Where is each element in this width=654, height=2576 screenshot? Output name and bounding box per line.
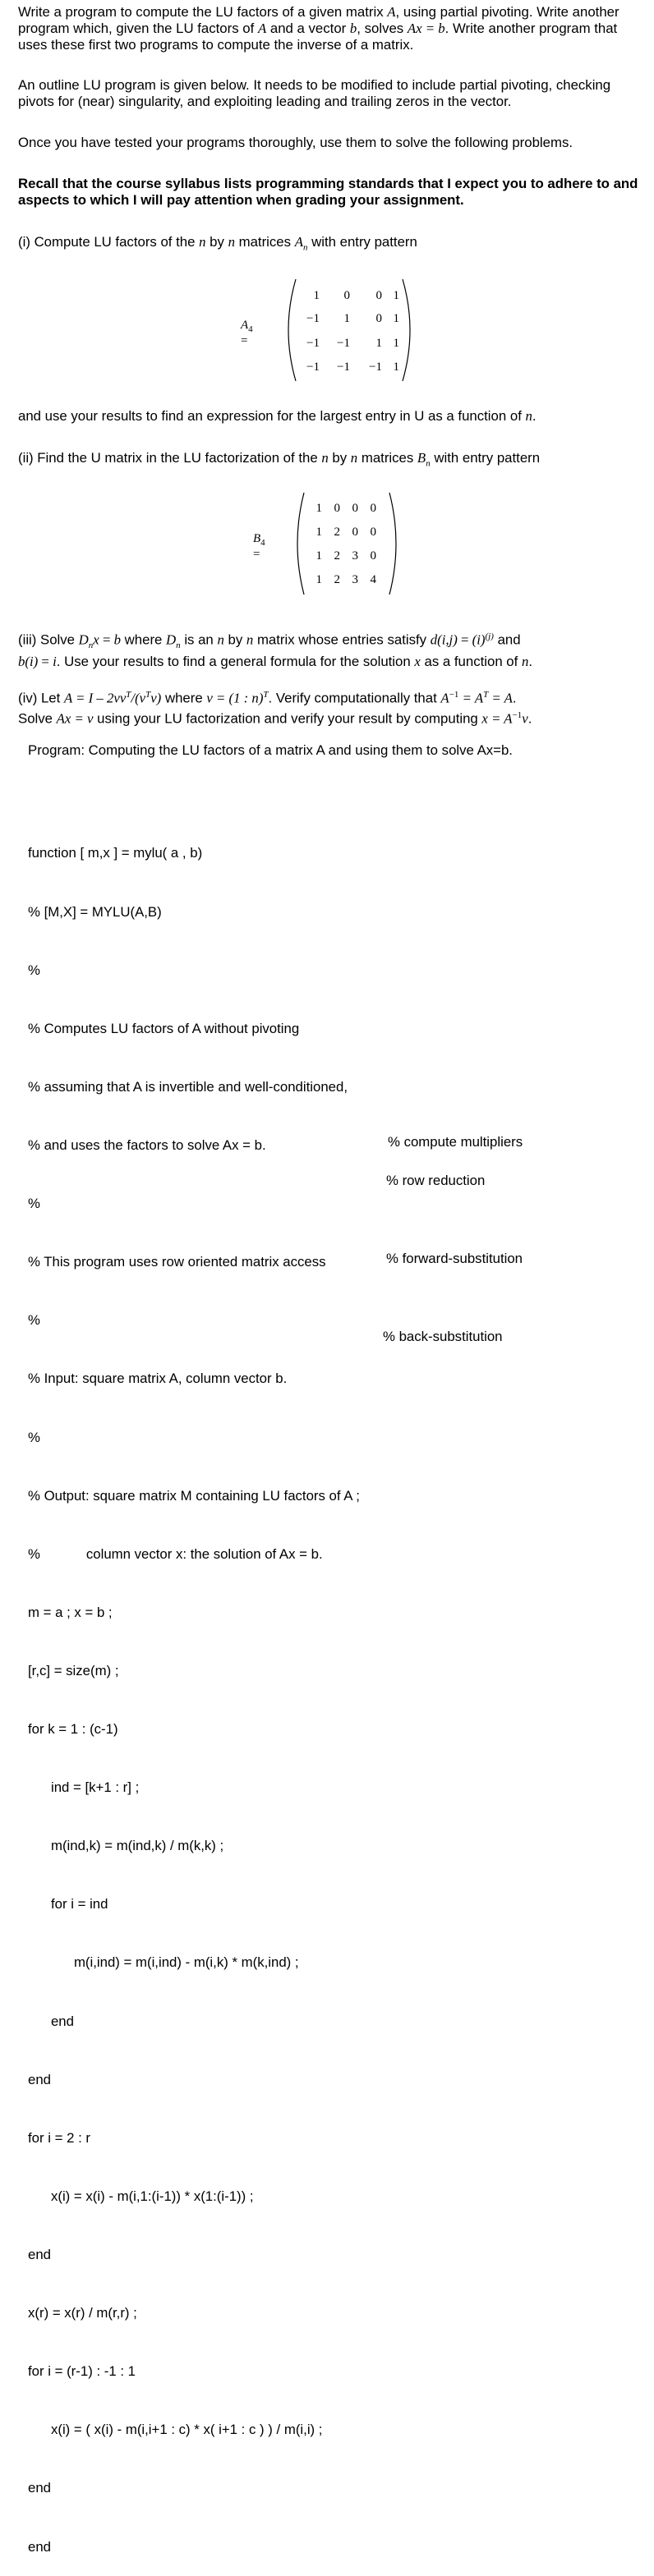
text: (i) Compute LU factors of the bbox=[18, 234, 200, 250]
matrix-cell: 1 bbox=[315, 573, 322, 586]
text: and use your results to find an expression for the largest entry in U as a function of bbox=[18, 408, 526, 424]
matrix-cell: −1 bbox=[337, 337, 350, 350]
text: and a vector bbox=[266, 21, 350, 36]
matrix-cell: 2 bbox=[334, 526, 340, 539]
matrix-cell: 1 bbox=[393, 337, 399, 350]
matrix-cell: 1 bbox=[315, 526, 322, 539]
subscript: n bbox=[88, 640, 94, 650]
text: by bbox=[205, 234, 228, 250]
matrix-cell: 1 bbox=[343, 312, 350, 325]
matrix-cell: 3 bbox=[352, 549, 358, 562]
code-line: end bbox=[28, 2480, 51, 2496]
matrix-cell: 0 bbox=[370, 526, 376, 539]
math-var: n bbox=[199, 234, 206, 250]
text: matrices bbox=[357, 450, 417, 466]
superscript: −1 bbox=[449, 690, 459, 700]
code-line: % bbox=[28, 1312, 40, 1329]
math-op: = bbox=[457, 631, 472, 648]
code-line: % Input: square matrix A, column vector b. bbox=[28, 1371, 288, 1387]
text: where bbox=[121, 631, 167, 648]
subscript: n bbox=[302, 242, 308, 253]
math-expr: = A bbox=[488, 690, 513, 706]
equals-sign: = bbox=[253, 548, 260, 561]
text: . Verify computationally that bbox=[268, 690, 441, 706]
math-expr: v bbox=[522, 710, 528, 727]
matrix-cell: 0 bbox=[375, 312, 382, 325]
math-var: b bbox=[18, 653, 25, 669]
text: by bbox=[223, 631, 246, 648]
code-line: for k = 1 : (c-1) bbox=[28, 1721, 118, 1738]
intro-paragraph-2: An outline LU program is given below. It needs to be modified to include partial pivoting, checking pivots for (near) singularity, and exploiting leading and trailing zeros in the vector. bbox=[18, 77, 611, 109]
matrix-cell: 1 bbox=[315, 549, 322, 562]
intro-paragraph-1 bbox=[18, 4, 642, 53]
code-line: x(i) = x(i) - m(i,1:(i-1)) * x(1:(i-1)) ; bbox=[28, 2188, 254, 2204]
math-var: n bbox=[525, 408, 532, 424]
matrix-cell: 0 bbox=[343, 289, 350, 302]
math-var: n bbox=[246, 631, 254, 648]
math-var: A bbox=[387, 4, 396, 20]
code-line: end bbox=[28, 2013, 74, 2029]
text: . bbox=[532, 408, 537, 424]
math-var: b bbox=[349, 21, 357, 36]
math-var: n bbox=[521, 653, 529, 669]
comment-back-substitution: % back-substitution bbox=[383, 1329, 503, 1344]
matrix-cell: 1 bbox=[375, 337, 382, 350]
label-subscript: 4 bbox=[260, 538, 265, 548]
label-letter: B bbox=[253, 532, 261, 545]
matrix-cell: 1 bbox=[313, 289, 320, 302]
matrix-cell: 4 bbox=[370, 573, 376, 586]
text: and bbox=[493, 631, 521, 648]
matrix-cell: −1 bbox=[306, 312, 320, 325]
code-listing bbox=[28, 805, 360, 2576]
label-subscript: 4 bbox=[248, 324, 253, 334]
code-line: for i = 2 : r bbox=[28, 2129, 91, 2146]
matrix-cell: −1 bbox=[369, 360, 382, 374]
text: matrices bbox=[234, 234, 295, 250]
text: Write a program to compute the LU factors of a given matrix bbox=[18, 4, 388, 20]
math-var: x bbox=[414, 653, 421, 669]
code-line: function [ m,x ] = mylu( a , b) bbox=[28, 845, 203, 861]
math-expr: Ax = b bbox=[407, 21, 445, 36]
math-var: D bbox=[166, 631, 177, 648]
matrix-cell: 1 bbox=[393, 289, 399, 302]
code-line: % bbox=[28, 1429, 40, 1445]
text: with entry pattern bbox=[307, 234, 417, 250]
text: matrix whose entries satisfy bbox=[253, 631, 431, 648]
code-line: m = a ; x = b ; bbox=[28, 1604, 113, 1620]
matrix-cell: 1 bbox=[393, 360, 399, 374]
problem-ii-text bbox=[18, 450, 642, 471]
math-var: A bbox=[257, 21, 267, 36]
problem-i-text bbox=[18, 234, 642, 255]
text: by bbox=[328, 450, 351, 466]
matrix-cell: 0 bbox=[370, 502, 376, 515]
math-var: (i,j) bbox=[437, 631, 458, 648]
superscript: T bbox=[145, 690, 151, 700]
code-line: % bbox=[28, 962, 40, 978]
code-line: end bbox=[28, 2247, 51, 2263]
right-bracket bbox=[403, 279, 410, 381]
code-line: % and uses the factors to solve Ax = b. bbox=[28, 1136, 266, 1153]
code-line: end bbox=[28, 2538, 51, 2555]
code-line: % Output: square matrix M containing LU factors of A ; bbox=[28, 1487, 360, 1504]
text: . bbox=[512, 690, 517, 706]
matrix-cell: 0 bbox=[370, 549, 376, 562]
matrix-cell: 2 bbox=[334, 549, 340, 562]
matrix-cell: 1 bbox=[393, 312, 399, 325]
math-expr: = A bbox=[458, 690, 484, 706]
math-var: n bbox=[321, 450, 329, 466]
matrix-cell: 0 bbox=[352, 526, 358, 539]
math-var: A bbox=[294, 234, 303, 250]
math-var: x bbox=[93, 631, 99, 648]
intro-paragraph-3: Once you have tested your programs thoroughly, use them to solve the following problems. bbox=[18, 135, 573, 150]
code-line: for i = (r-1) : -1 : 1 bbox=[28, 2363, 136, 2380]
math-var: n bbox=[228, 234, 235, 250]
code-line: end bbox=[28, 2071, 51, 2087]
text: as a function of bbox=[420, 653, 522, 669]
text: (iv) Let bbox=[18, 690, 64, 706]
superscript: T bbox=[126, 690, 131, 700]
text: with entry pattern bbox=[430, 450, 541, 466]
subscript: n bbox=[426, 458, 431, 469]
code-line: x(i) = ( x(i) - m(i,i+1 : c) * x( i+1 : c ) ) / m(i,i) ; bbox=[28, 2422, 323, 2438]
text: (ii) Find the U matrix in the LU factorization of the bbox=[18, 450, 322, 466]
comment-row-reduction: % row reduction bbox=[386, 1173, 486, 1188]
matrix-cell: 3 bbox=[352, 573, 358, 586]
code-line: % assuming that A is invertible and well-conditioned, bbox=[28, 1078, 348, 1095]
label-letter: A bbox=[241, 319, 249, 332]
math-var: (i) bbox=[472, 631, 486, 648]
math-var: i bbox=[53, 653, 57, 669]
math-op: = bbox=[99, 631, 114, 648]
text: . bbox=[527, 710, 532, 727]
math-var: D bbox=[78, 631, 89, 648]
matrix-a4-label bbox=[241, 319, 253, 348]
problem-iii-text bbox=[18, 628, 642, 670]
math-expr: x = A bbox=[481, 710, 513, 727]
matrix-cell: 2 bbox=[334, 573, 340, 586]
subscript: n bbox=[176, 640, 181, 650]
math-expr: /(v bbox=[131, 690, 146, 706]
matrix-cell: 1 bbox=[315, 502, 322, 515]
matrix-cell: −1 bbox=[337, 360, 350, 374]
text: using your LU factorization and verify your result by computing bbox=[93, 710, 482, 727]
math-op: = bbox=[38, 653, 53, 669]
code-line: m(i,ind) = m(i,ind) - m(i,k) * m(k,ind) ; bbox=[28, 1954, 299, 1971]
superscript: (j) bbox=[485, 631, 494, 641]
problem-i-followup bbox=[18, 408, 642, 425]
text: , solves bbox=[357, 21, 408, 36]
code-line: m(ind,k) = m(ind,k) / m(k,k) ; bbox=[28, 1838, 224, 1854]
math-var: (i) bbox=[25, 653, 39, 669]
math-var: d bbox=[430, 631, 438, 648]
superscript: −1 bbox=[512, 709, 523, 720]
math-expr: v = (1 : n) bbox=[206, 690, 264, 706]
text: . Write another program that uses these first two programs to compute the inverse of a matrix. bbox=[18, 21, 618, 53]
matrix-cell: 0 bbox=[375, 289, 382, 302]
math-var: n bbox=[350, 450, 358, 466]
superscript: T bbox=[263, 690, 269, 700]
matrix-cell: 0 bbox=[334, 502, 340, 515]
comment-forward-substitution: % forward-substitution bbox=[386, 1251, 523, 1266]
code-line: % This program uses row oriented matrix access bbox=[28, 1254, 326, 1270]
equals-sign: = bbox=[241, 334, 248, 347]
code-line: % bbox=[28, 1196, 40, 1212]
code-line: % Computes LU factors of A without pivoting bbox=[28, 1020, 300, 1036]
code-line: ind = [k+1 : r] ; bbox=[28, 1779, 140, 1796]
code-line: % column vector x: the solution of Ax = b. bbox=[28, 1545, 323, 1562]
text: (iii) Solve bbox=[18, 631, 79, 648]
math-expr: Ax = v bbox=[56, 710, 94, 727]
math-var: n bbox=[217, 631, 224, 648]
intro-paragraph-4: Recall that the course syllabus lists programming standards that I expect you to adhere to and aspects to which I will pay attention when grading your assignment. bbox=[18, 176, 638, 208]
code-line: for i = ind bbox=[28, 1896, 108, 1912]
program-title: Program: Computing the LU factors of a matrix A and using them to solve Ax=b. bbox=[28, 742, 513, 758]
problem-iv-text bbox=[18, 686, 642, 727]
text: where bbox=[161, 690, 207, 706]
code-line: x(r) = x(r) / m(r,r) ; bbox=[28, 2305, 137, 2321]
right-bracket bbox=[389, 493, 396, 595]
code-line: % [M,X] = MYLU(A,B) bbox=[28, 903, 162, 920]
math-expr: A = I – 2vv bbox=[63, 690, 127, 706]
math-var: b bbox=[113, 631, 121, 648]
code-line: [r,c] = size(m) ; bbox=[28, 1662, 119, 1678]
text: . Use your results to find a general formula for the solution bbox=[56, 653, 415, 669]
text: . bbox=[528, 653, 533, 669]
math-expr: A bbox=[440, 690, 449, 706]
matrix-b4-label bbox=[253, 532, 265, 562]
text: is an bbox=[180, 631, 218, 648]
math-expr: v) bbox=[150, 690, 162, 706]
matrix-cell: 0 bbox=[352, 502, 358, 515]
math-var: B bbox=[417, 450, 426, 466]
matrix-cell: −1 bbox=[306, 360, 320, 374]
text: , using partial pivoting. Write another program which, given the LU factors of bbox=[18, 4, 619, 36]
comment-compute-multipliers: % compute multipliers bbox=[388, 1134, 523, 1150]
text: Solve bbox=[18, 710, 57, 727]
matrix-cell: −1 bbox=[306, 337, 320, 350]
superscript: T bbox=[483, 690, 489, 700]
